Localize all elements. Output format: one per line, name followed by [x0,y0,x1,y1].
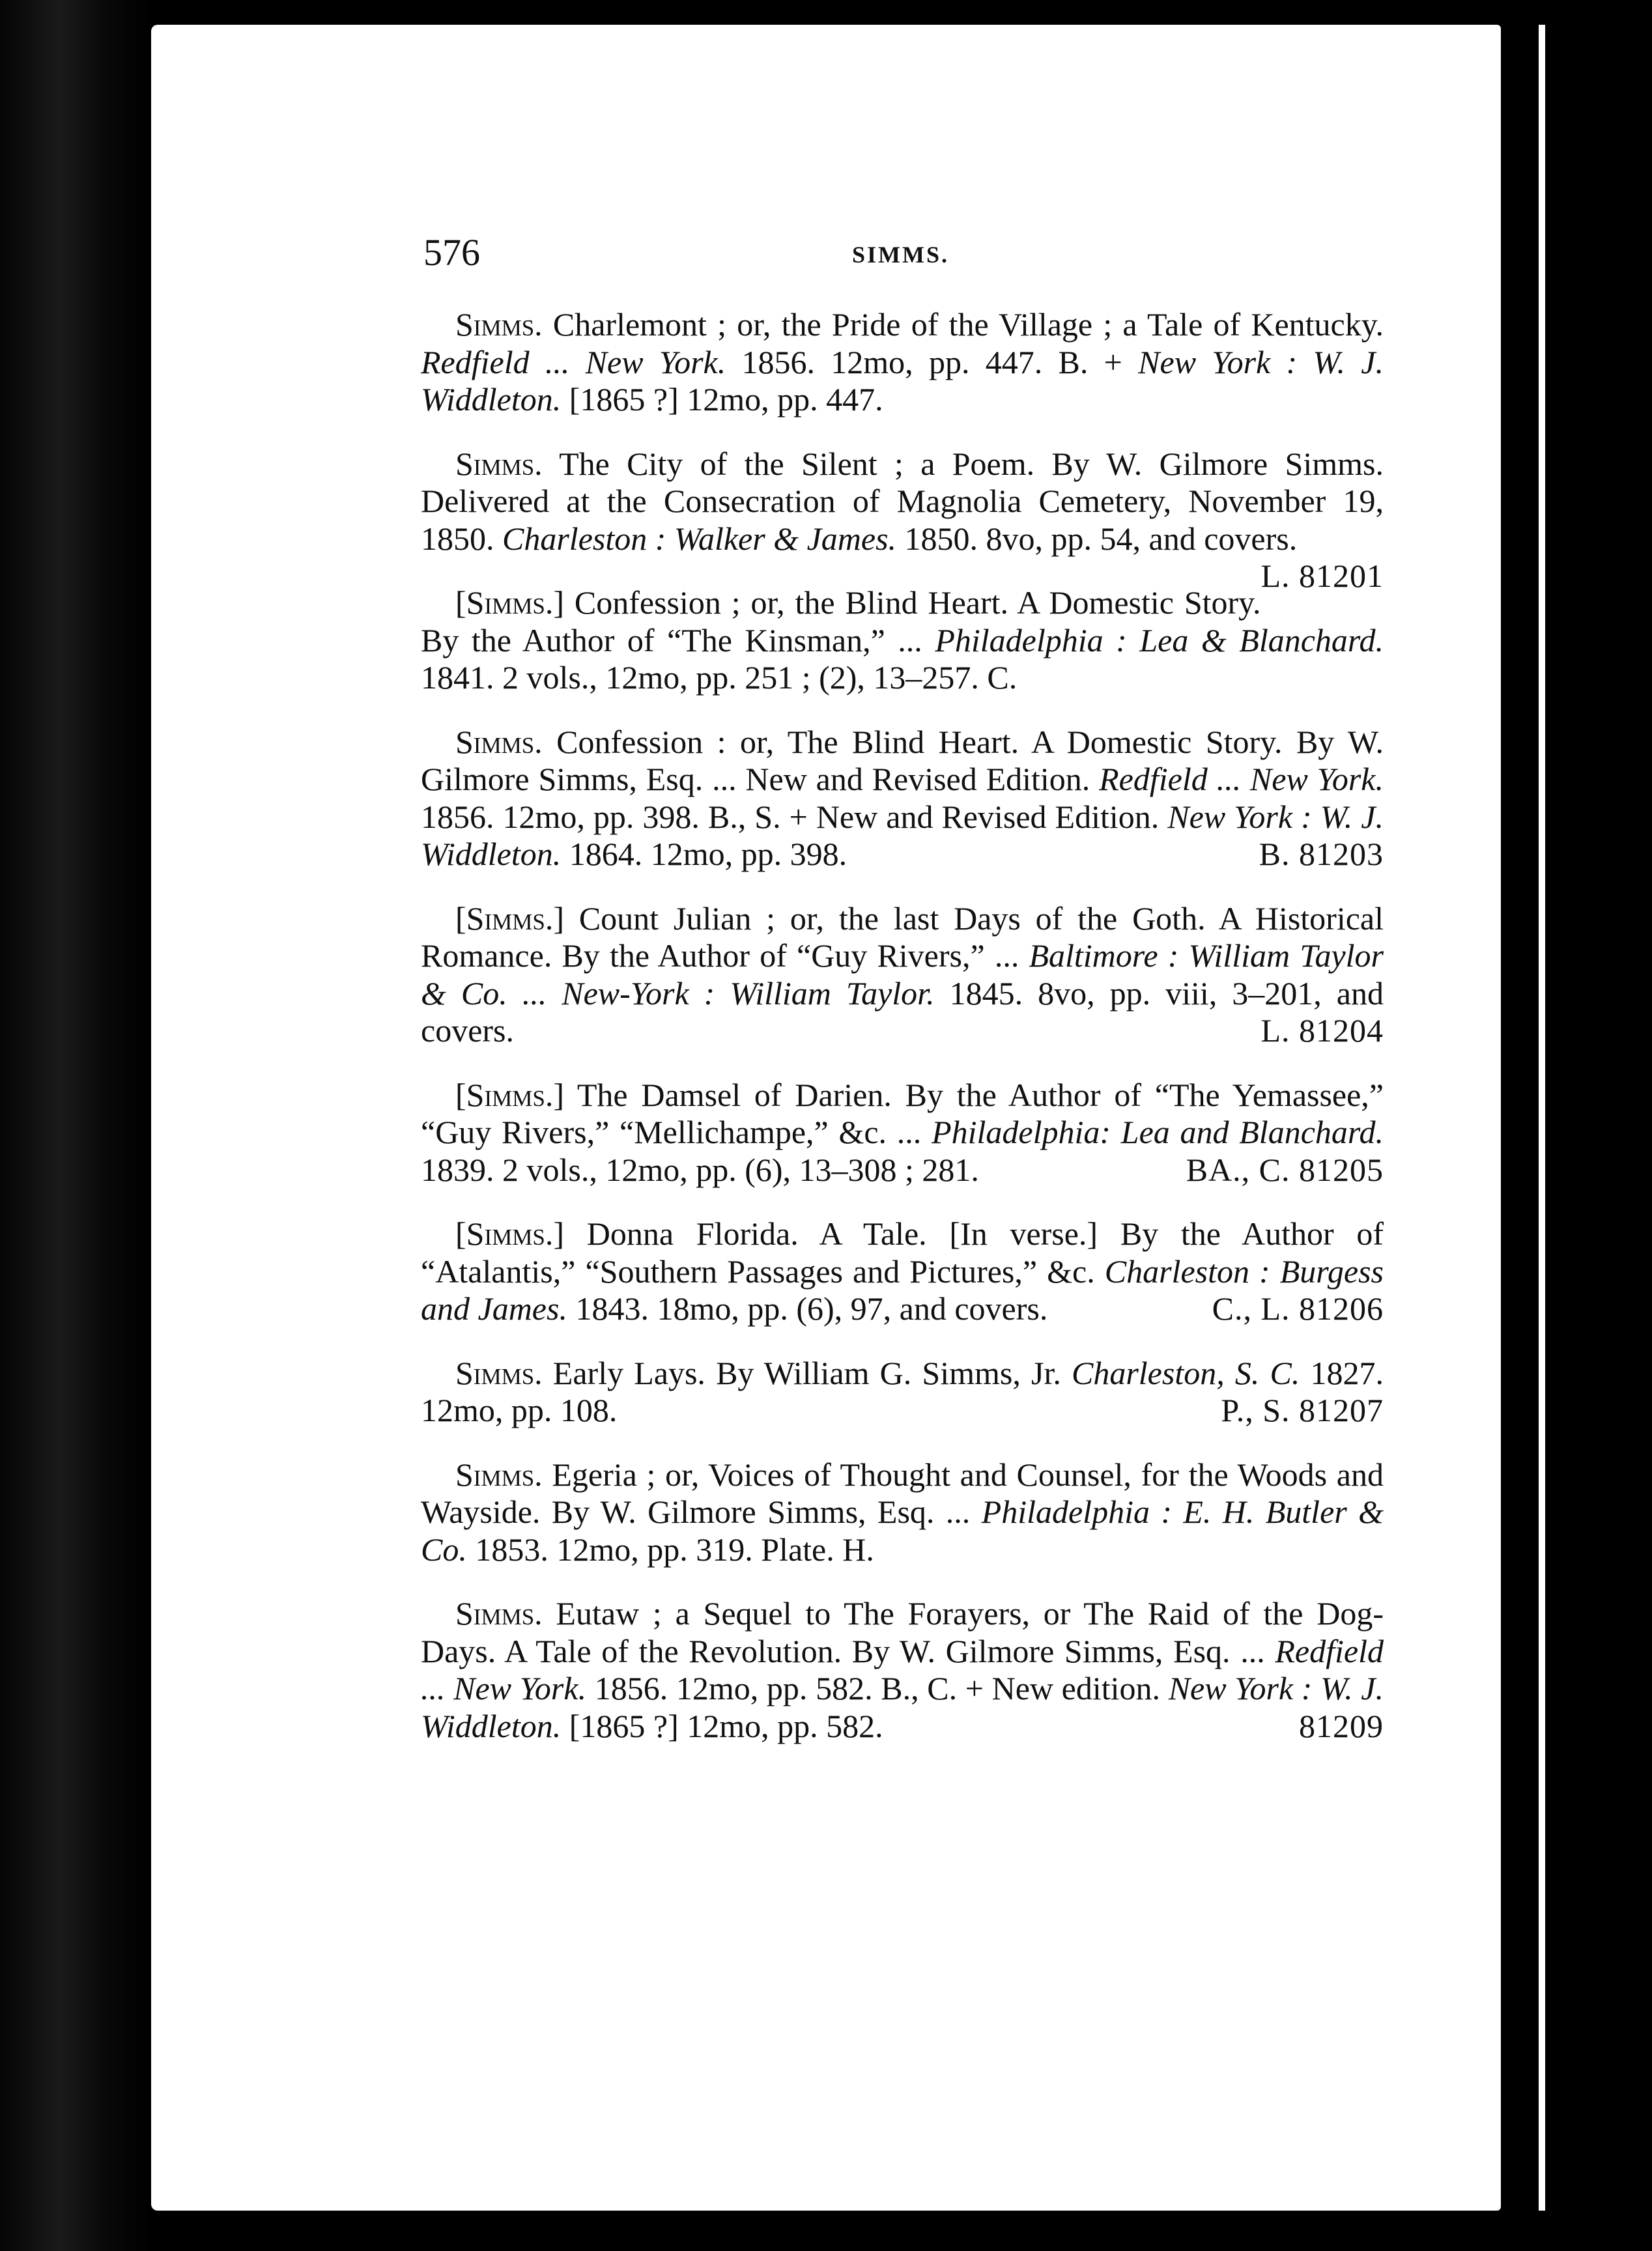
bibliography-entry [421,306,1384,419]
entry-author: Simms. [455,1456,543,1493]
bibliography-entry [421,1077,1384,1189]
entry-author: [Simms.] [455,1215,564,1252]
entry-publisher: Redfield ... New York. [421,343,726,380]
entry-details: 1843. 18mo, pp. (6), 97, and covers. [567,1290,1048,1327]
entry-publisher-2: New York : W. J. Widdleton. [421,798,1384,872]
entry-author: Simms. [455,1595,543,1632]
entry-text: Count Julian ; or, the last Days of the Goth. A Historical Romance. By the Author of “Guy Rivers,” ... [421,899,1384,974]
bibliography-entry [421,584,1384,697]
entry-reference: B. 81203 [1259,836,1384,872]
entry-text: Eutaw ; a Sequel to The Forayers, or The Raid of the Dog-Days. A Tale of the Revolution. By W. Gilmore Simms, Esq. ... [421,1595,1384,1669]
entry-details: 1845. 8vo, pp. viii, 3–201, and covers. [421,974,1384,1049]
bibliography-entry [421,1595,1384,1745]
entry-text: The Damsel of Darien. By the Author of “The Yemassee,” “Guy Rivers,” “Mellichampe,” &c. ... [421,1076,1384,1150]
entry-publisher: Philadelphia: Lea and Blanchard. [932,1114,1384,1150]
entry-publisher: Philadelphia : Lea & Blanchard. [935,621,1384,658]
entry-reference: C., L. 81206 [1212,1290,1384,1327]
entry-publisher-2: New York : W. J. Widdleton. [421,343,1384,418]
entry-author: Simms. [455,306,543,343]
entry-reference: P., S. 81207 [1221,1392,1384,1428]
entry-author: Simms. [455,1354,543,1391]
entry-publisher-2: New York : W. J. Widdleton. [421,1670,1384,1744]
entry-publisher: Charleston : Walker & James. [502,520,897,557]
entry-reference: L. 81201 [1260,558,1384,594]
entry-publisher: Charleston : Burgess and James. [421,1253,1384,1327]
entry-author: Simms. [455,723,543,760]
entry-reference: 81209 [1299,1707,1384,1744]
entry-details: 1841. 2 vols., 12mo, pp. 251 ; (2), 13–257. C. [421,659,1018,696]
bibliography-entry [421,1456,1384,1569]
bibliography-entry [421,1215,1384,1328]
entry-details: 1850. 8vo, pp. 54, and covers. [896,520,1298,557]
entry-text: Donna Florida. A Tale. [In verse.] By the Author of “Atalantis,” “Southern Passages and Pictures,” &c. [421,1215,1384,1290]
entry-publisher: Redfield ... New York. [1099,761,1384,797]
next-page-edge [1539,25,1545,2211]
entry-reference: BA., C. 81205 [1186,1151,1384,1188]
entry-details-2: 1864. 12mo, pp. 398. [561,836,847,872]
running-head [423,229,1381,281]
entry-text: Early Lays. By William G. Simms, Jr. [542,1354,1072,1391]
entry-text: The City of the Silent ; a Poem. By W. Gilmore Simms. Delivered at the Consecration of Magnolia Cemetery, November 19, 1850. [421,445,1384,557]
entry-text: Charlemont ; or, the Pride of the Village ; a Tale of Kentucky. [542,306,1384,343]
entry-details: 1827. 12mo, pp. 108. [421,1354,1384,1428]
bibliography-entry [421,445,1384,594]
book-binding-edge [0,0,151,2251]
entry-details: 1839. 2 vols., 12mo, pp. (6), 13–308 ; 281. [421,1151,979,1188]
entry-author: [Simms.] [455,584,564,621]
bibliography-entry [421,900,1384,1050]
bibliography-entries [421,306,1384,1772]
entry-author: [Simms.] [455,1076,564,1113]
entry-publisher: Redfield ... New York. [421,1632,1384,1706]
entry-text: Confession ; or, the Blind Heart. A Domestic Story. By the Author of “The Kinsman,” ... [421,584,1261,658]
entry-text: Egeria ; or, Voices of Thought and Counsel, for the Woods and Wayside. By W. Gilmore Simms, Esq. ... [421,1456,1384,1530]
entry-details: 1853. 12mo, pp. 319. Plate. H. [466,1531,874,1568]
entry-publisher: Philadelphia : E. H. Butler & Co. [421,1494,1384,1568]
entry-reference: L. 81204 [1260,1012,1384,1049]
entry-details-2: [1865 ?] 12mo, pp. 582. [561,1707,883,1744]
bibliography-entry [421,1355,1384,1430]
entry-text: Confession : or, The Blind Heart. A Domestic Story. By W. Gilmore Simms, Esq. ... New and Revised Edition. [421,723,1384,797]
entry-details: 1856. 12mo, pp. 447. B. + [726,343,1139,380]
entry-details: 1856. 12mo, pp. 582. B., C. + New edition. [586,1670,1169,1706]
entry-publisher: Baltimore : William Taylor & Co. ... New-York : William Taylor. [421,937,1384,1012]
entry-details: 1856. 12mo, pp. 398. B., S. + New and Revised Edition. [421,798,1168,835]
page-title: SIMMS. [852,242,950,268]
entry-author: Simms. [455,445,543,482]
entry-details-2: [1865 ?] 12mo, pp. 447. [561,381,883,418]
entry-publisher: Charleston, S. C. [1071,1354,1300,1391]
page-number: 576 [423,231,480,274]
bibliography-entry [421,724,1384,873]
entry-author: [Simms.] [455,899,564,937]
